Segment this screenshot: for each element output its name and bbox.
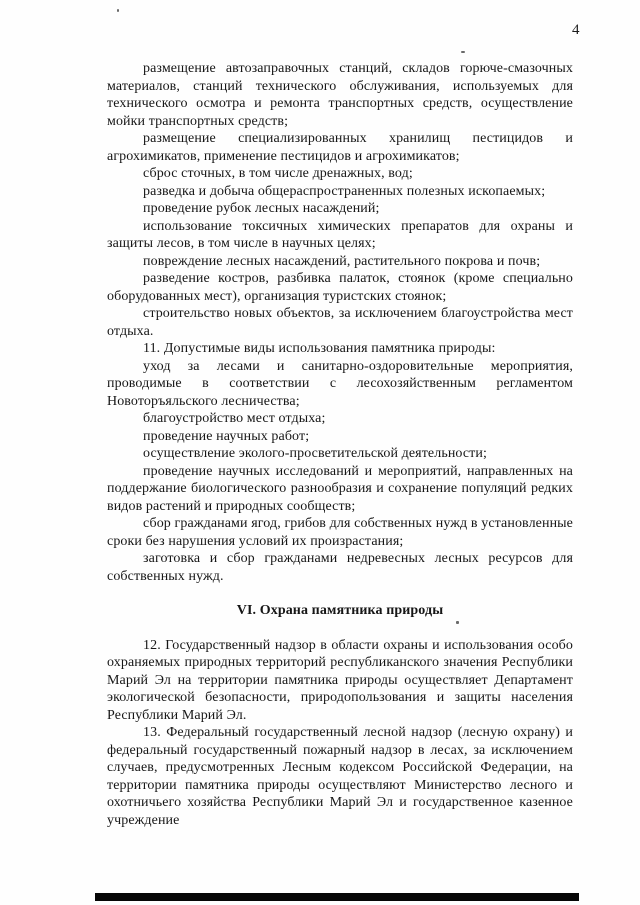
paragraph: строительство новых объектов, за исключением благоустройства мест отдыха. — [107, 306, 573, 339]
scan-edge-artifact-bar — [95, 893, 579, 901]
paragraph: использование токсичных химических препаратов для охраны и защиты лесов, в том числе в научных целях; — [107, 218, 573, 251]
paragraph: осуществление эколого-просветительской деятельности; — [143, 446, 487, 461]
scan-speck — [117, 9, 119, 12]
paragraph: 13. Федеральный государственный лесной надзор (лесную охрану) и федеральный государственный пожарный надзор в лесах, за исключением случаев, предусмотренных Лесным кодексом Российской Федерации, на территории памятника природы осуществляют Министерство лесного и охотничьего хозяйства Республики Марий Эл и государственное казенное учреждение — [107, 725, 573, 828]
paragraph: уход за лесами и санитарно-оздоровительные мероприятия, проводимые в соответствии с лесохозяйственным регламентом Новоторъяльского лесничества; — [107, 358, 573, 409]
paragraph: размещение автозаправочных станций, складов горюче-смазочных материалов, станций технического обслуживания, используемых для технического осмотра и ремонта транспортных средств, осуществление мойки транспортных средств; — [107, 61, 573, 129]
paragraph: 11. Допустимые виды использования памятника природы: — [143, 341, 496, 356]
document-body — [107, 60, 573, 829]
scan-speck — [461, 51, 465, 53]
paragraph: 12. Государственный надзор в области охраны и использования особо охраняемых природных территорий республиканского значения Республики Марий Эл на территории памятника природы осуществляет Департамент экологической безопасности, природопользования и защиты населения Республики Марий Эл. — [107, 637, 573, 723]
paragraph: проведение научных исследований и мероприятий, направленных на поддержание биологического разнообразия и сохранение популяций редких видов растений и природных сообществ; — [107, 463, 573, 514]
paragraph: заготовка и сбор гражданами недревесных лесных ресурсов для собственных нужд. — [107, 551, 573, 584]
paragraph: сбор гражданами ягод, грибов для собственных нужд в установленные сроки без нарушения условий их произрастания; — [107, 516, 573, 549]
paragraph: размещение специализированных хранилищ пестицидов и агрохимикатов, применение пестицидов и агрохимикатов; — [107, 131, 573, 164]
paragraph: благоустройство мест отдыха; — [143, 411, 326, 426]
paragraph: сброс сточных, в том числе дренажных, вод; — [143, 166, 413, 181]
paragraph: разведка и добыча общераспространенных полезных ископаемых; — [143, 183, 546, 199]
paragraph: разведение костров, разбивка палаток, стоянок (кроме специально оборудованных мест), организация туристских стоянок; — [107, 271, 573, 304]
paragraph: проведение научных работ; — [143, 428, 310, 444]
paragraph: повреждение лесных насаждений, растительного покрова и почв; — [143, 253, 541, 269]
scan-speck — [456, 621, 459, 624]
section-heading: VI. Охрана памятника природы — [236, 603, 444, 618]
paragraph: проведение рубок лесных насаждений; — [143, 201, 380, 216]
page-number: 4 — [572, 22, 580, 38]
